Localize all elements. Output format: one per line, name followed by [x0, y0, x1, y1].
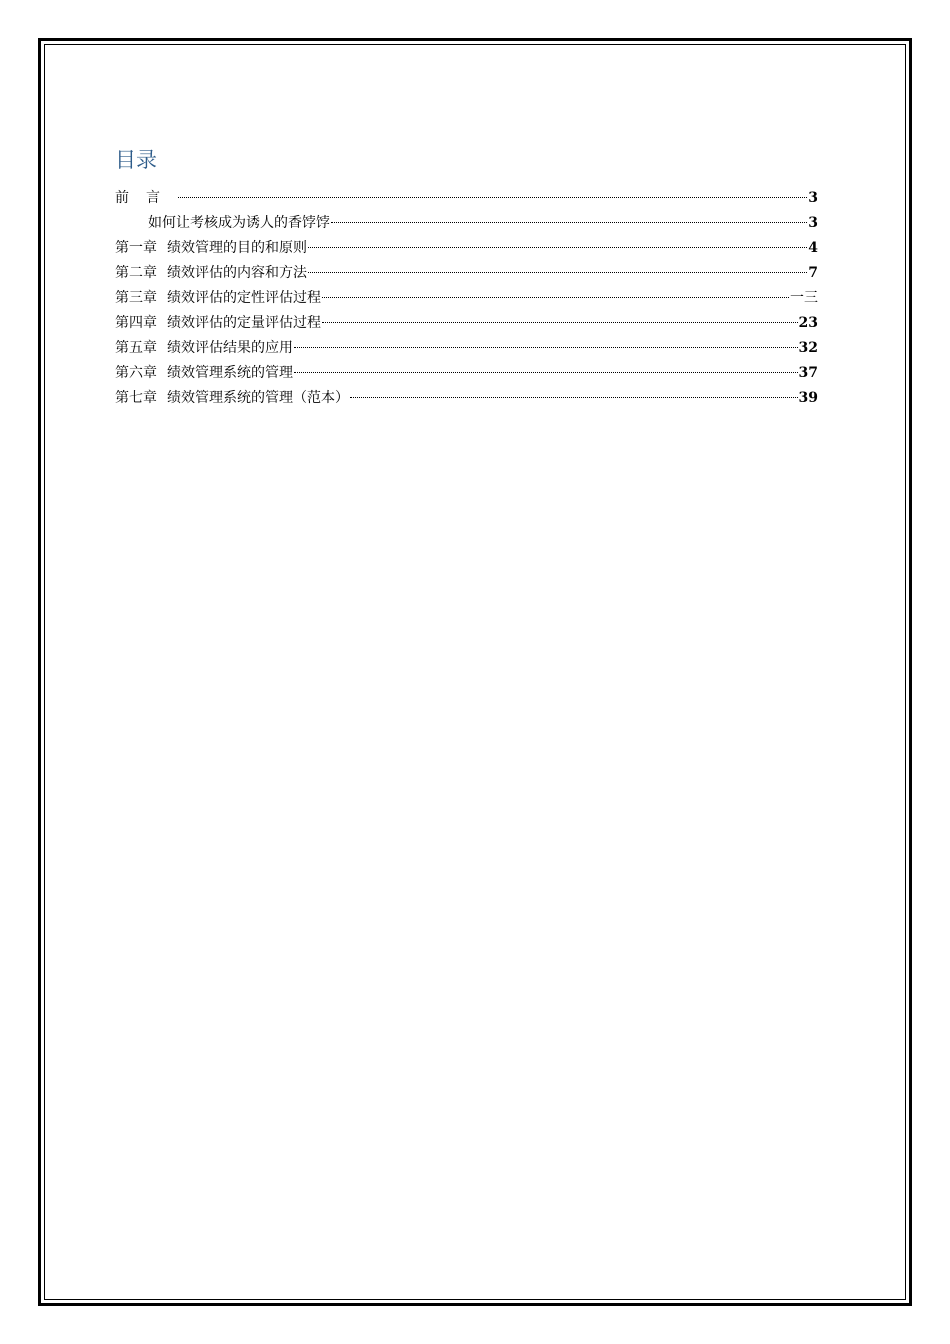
toc-entry-chapter-2[interactable] — [115, 261, 818, 286]
toc-dot-leader — [178, 197, 807, 198]
toc-entry-page: 32 — [798, 340, 818, 356]
toc-entry-label — [115, 236, 307, 261]
toc-dot-leader — [331, 222, 807, 223]
toc-entry-chapter-6[interactable] — [115, 361, 818, 386]
toc-entry-page: 7 — [808, 265, 818, 281]
toc-entry-page: 3 — [808, 190, 818, 206]
toc-dot-leader — [308, 247, 807, 248]
toc-list — [115, 186, 818, 411]
toc-entry-chapter-3[interactable] — [115, 286, 818, 311]
toc-dot-leader — [322, 322, 798, 323]
toc-entry-title: 绩效管理的目的和原则 — [167, 240, 307, 256]
toc-entry-chapter-4[interactable] — [115, 311, 818, 336]
toc-entry-number: 前言 — [115, 190, 177, 206]
toc-entry-label — [115, 311, 321, 336]
toc-entry-chapter-5[interactable] — [115, 336, 818, 361]
toc-dot-leader — [294, 372, 798, 373]
toc-entry-label — [115, 186, 177, 211]
toc-entry-label — [115, 386, 349, 411]
toc-dot-leader — [294, 347, 798, 348]
toc-entry-title: 绩效管理系统的管理（范本） — [167, 390, 349, 406]
toc-entry-number: 第五章 — [115, 340, 157, 356]
toc-entry-number: 第一章 — [115, 240, 157, 256]
toc-entry-label — [115, 261, 307, 286]
toc-entry-title: 绩效评估的定性评估过程 — [167, 290, 321, 306]
toc-dot-leader — [308, 272, 807, 273]
toc-dot-leader — [350, 397, 798, 398]
toc-entry-chapter-1[interactable] — [115, 236, 818, 261]
toc-entry-number: 第二章 — [115, 265, 157, 281]
toc-entry-page: 一三 — [790, 290, 818, 306]
toc-entry-number: 第六章 — [115, 365, 157, 381]
toc-entry-title: 绩效管理系统的管理 — [167, 365, 293, 381]
toc-entry-page: 3 — [808, 215, 818, 231]
toc-entry-number: 第七章 — [115, 390, 157, 406]
toc-entry-title: 如何让考核成为诱人的香饽饽 — [148, 215, 330, 231]
toc-title: 目录 — [115, 148, 157, 172]
table-of-contents — [115, 146, 818, 411]
toc-entry-subsection[interactable] — [115, 211, 818, 236]
toc-entry-title: 绩效评估的内容和方法 — [167, 265, 307, 281]
toc-entry-page: 4 — [808, 240, 818, 256]
toc-entry-label — [115, 361, 293, 386]
toc-entry-chapter-7[interactable] — [115, 386, 818, 411]
toc-dot-leader — [322, 297, 789, 298]
toc-entry-preface[interactable] — [115, 186, 818, 211]
toc-entry-title: 绩效评估的定量评估过程 — [167, 315, 321, 331]
toc-entry-page: 39 — [798, 390, 818, 406]
toc-entry-title: 绩效评估结果的应用 — [167, 340, 293, 356]
toc-entry-label — [148, 211, 330, 236]
toc-entry-label — [115, 286, 321, 311]
toc-entry-label — [115, 336, 293, 361]
toc-entry-page: 37 — [798, 365, 818, 381]
toc-entry-number: 第三章 — [115, 290, 157, 306]
toc-entry-page: 23 — [798, 315, 818, 331]
toc-entry-number: 第四章 — [115, 315, 157, 331]
